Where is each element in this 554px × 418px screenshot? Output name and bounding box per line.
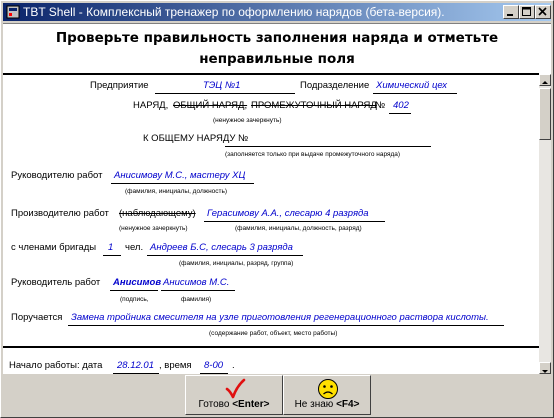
hint-general-only: (заполняется только при выдаче промежуточного наряда)	[225, 151, 401, 158]
enterprise-underline	[155, 93, 295, 94]
order-type-label[interactable]: НАРЯД,	[133, 100, 169, 111]
crew-people-label: чел.	[125, 242, 144, 253]
manager-name-underline	[161, 290, 235, 291]
app-icon	[6, 5, 20, 19]
assigned-field[interactable]: Замена тройника смесителя на узле приготовления регенерационного раствора кислоты.	[71, 312, 489, 323]
producer-label: Производителю работ	[11, 208, 109, 219]
done-button[interactable]	[185, 375, 283, 415]
heading-line-1: Проверьте правильность заполнения наряда и отметьте	[55, 30, 499, 46]
maximize-icon	[522, 7, 532, 17]
heading-line-2: неправильные поля	[199, 51, 355, 67]
vertical-scrollbar[interactable]	[539, 74, 551, 374]
action-bar	[3, 375, 551, 415]
unknown-text: Не знаю	[294, 399, 334, 410]
work-manager-underline	[111, 183, 254, 184]
hint-content: (содержание работ, объект, место работы)	[209, 330, 338, 337]
work-manager-label: Руководителю работ	[11, 170, 103, 181]
assigned-underline	[68, 325, 504, 326]
order-form	[3, 74, 539, 374]
start-date-field[interactable]: 28.12.01	[117, 360, 154, 371]
hint-unneeded-2: (ненужное зачеркнуть)	[119, 225, 188, 232]
checkmark-icon	[224, 378, 246, 400]
hint-signature: (подпись,	[120, 296, 149, 303]
page-title	[3, 28, 551, 70]
close-button[interactable]	[535, 5, 551, 19]
minimize-icon	[506, 7, 516, 17]
arrow-up-icon	[540, 78, 550, 88]
start-time-underline	[200, 373, 228, 374]
unknown-label	[284, 399, 370, 411]
scroll-down-button[interactable]	[539, 362, 551, 374]
form-panel	[3, 23, 551, 374]
manager-name-field[interactable]: Анисимов М.С.	[163, 277, 230, 288]
crew-count-underline	[103, 255, 121, 256]
manager-signature-underline	[110, 290, 158, 291]
sad-face-icon	[317, 378, 339, 400]
section-divider	[3, 346, 539, 348]
scroll-up-button[interactable]	[539, 74, 551, 86]
start-date-underline	[113, 373, 159, 374]
done-label	[186, 399, 282, 411]
enterprise-label: Предприятие	[90, 80, 149, 91]
producer-field[interactable]: Герасимову А.А., слесарю 4 разряда	[207, 208, 369, 219]
manager-signature-field[interactable]: Анисимов	[113, 277, 162, 288]
done-key: <Enter>	[232, 399, 270, 410]
title-bar[interactable]	[3, 3, 551, 21]
order-number-field[interactable]: 402	[393, 100, 409, 111]
done-text: Готово	[198, 399, 230, 410]
order-number-sign: №	[375, 100, 386, 111]
time-label: , время	[159, 360, 192, 371]
maximize-button[interactable]	[519, 5, 535, 19]
crew-label: с членами бригады	[11, 242, 97, 253]
hint-name-position-grade: (фамилия, инициалы, должность, разряд)	[235, 225, 362, 232]
crew-members-field[interactable]: Андреев Б.С, слесарь 3 разряда	[150, 242, 293, 253]
work-manager-field[interactable]: Анисимову М.С., мастеру ХЦ	[114, 170, 246, 181]
producer-underline	[204, 221, 385, 222]
hint-surname: фамилия)	[181, 296, 212, 303]
start-end: .	[232, 360, 235, 371]
manager-sign-label: Руководитель работ	[11, 277, 101, 288]
enterprise-field[interactable]: ТЭЦ №1	[203, 80, 241, 91]
division-label: Подразделение	[300, 80, 370, 91]
unknown-key: <F4>	[336, 399, 360, 410]
minimize-button[interactable]	[503, 5, 519, 19]
division-underline	[373, 93, 457, 94]
crew-members-underline	[147, 255, 303, 256]
unknown-button[interactable]	[283, 375, 371, 415]
start-label: Начало работы: дата	[9, 360, 103, 371]
order-type-intermediate[interactable]: ПРОМЕЖУТОЧНЫЙ НАРЯД	[251, 100, 377, 111]
assigned-label: Поручается	[11, 312, 63, 323]
start-time-field[interactable]: 8-00	[204, 360, 224, 371]
close-icon	[538, 7, 548, 17]
hint-unneeded: (ненужное зачеркнуть)	[213, 117, 282, 124]
scroll-thumb[interactable]	[539, 88, 551, 140]
window-title: TBT Shell - Комплексный тренажер по оформлению нарядов (бета-версия).	[23, 5, 445, 19]
general-order-field[interactable]	[225, 146, 431, 147]
crew-count-field[interactable]: 1	[108, 242, 114, 253]
producer-observer[interactable]: (наблюдающему)	[119, 208, 196, 219]
hint-crew: (фамилия, инициалы, разряд, группа)	[179, 260, 294, 267]
order-number-underline	[389, 113, 411, 114]
division-field[interactable]: Химический цех	[376, 80, 447, 91]
general-order-label: К ОБЩЕМУ НАРЯДУ №	[143, 133, 249, 144]
order-type-general[interactable]: ОБЩИЙ НАРЯД,	[173, 100, 248, 111]
hint-name-position: (фамилия, инициалы, должность)	[125, 188, 228, 195]
